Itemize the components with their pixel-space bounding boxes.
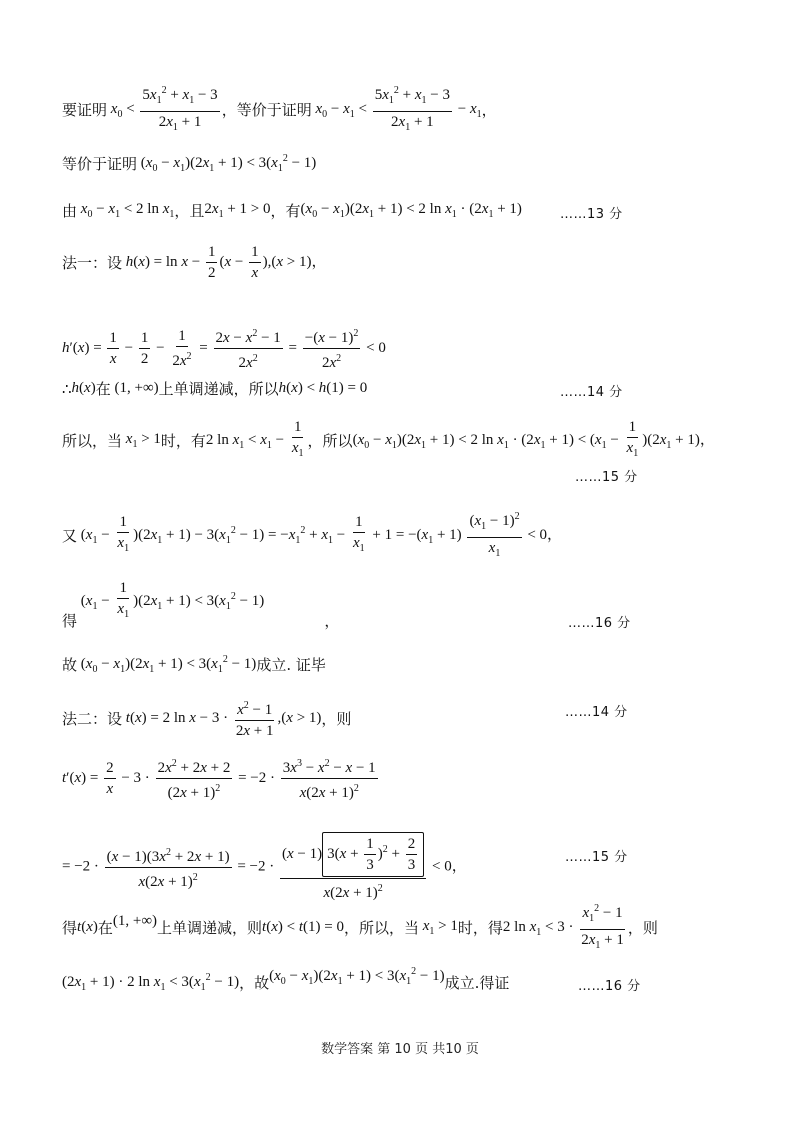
math: h(x) = ln x − $\frac{1}{2}$ (x − $\frac{1}{x}$ ),(x > 1)， <box>125 244 327 281</box>
math: $x_0 - x_1 < 2$ $\ln x_1$ <box>80 201 175 220</box>
math: t(x) < t(1) = 0 <box>262 919 344 935</box>
math: ($x_1$ − $\frac{1}{x_1}$ )$(2x_1 + 1) - 3(x_1^2 - 1) = -x_1^2 + x_1$ − $\frac{1}{x_1}$ + $1 = -(x_1 + 1)$ $\frac{(x_1 - 1)^2}{x_1}$ < 0， <box>77 508 562 563</box>
math: 2 $\ln x_1 < 3$ · $\frac{x_1^2 - 1}{2x_1 + 1}$ <box>503 900 628 955</box>
text: ，所以，当 <box>343 919 419 937</box>
math: h(x) <box>71 380 96 396</box>
text: ，所以 <box>307 432 353 450</box>
math: h(x) < h(1) = 0 <box>278 380 368 396</box>
text: 时，有 <box>160 432 206 450</box>
math: (1, +∞) <box>110 380 159 396</box>
line-15 <box>62 966 510 993</box>
score-15: ……15 分 <box>575 470 638 485</box>
text: 成立. 证毕 <box>256 656 326 674</box>
math: $(x_0 - x_1)(2x_1 + 1) < 2$ $\ln x_1 \cdot (2x_1 + 1) < (x_1$ − $\frac{1}{x_1}$ )$(2x_1 + 1)$， <box>352 419 715 459</box>
text: 法一：设 <box>62 254 123 272</box>
score-16: ……16 分 <box>568 616 631 631</box>
text: 又 <box>62 527 78 545</box>
text: ，有 <box>270 202 301 220</box>
line-12 <box>62 755 380 802</box>
math: ($x_1$ − $\frac{1}{x_1}$ )$(2x_1 + 1) < 3(x_1^2 - 1)$ <box>77 580 265 620</box>
text: 得 <box>62 612 78 630</box>
text: ，则 <box>321 710 352 728</box>
line-8 <box>62 508 562 563</box>
text: 在 <box>97 919 113 937</box>
math: $x_1 > 1$ <box>125 431 161 450</box>
text: ，等价于证明 <box>221 101 312 119</box>
line-11 <box>62 697 351 740</box>
line-3 <box>62 200 522 221</box>
text: 要证明 <box>62 101 108 119</box>
math: (1, +∞) <box>112 913 158 929</box>
text: ，则 <box>627 919 658 937</box>
text: 由 <box>62 202 78 220</box>
text: ， <box>481 101 497 119</box>
math: t′(x) = $\frac{2}{x}$ − 3 · $\frac{2x^2 + 2x + 2}{(2x + 1)^2}$ = −2 · $\frac{3x^3 - x^2 - x - 1}{x(2x + 1)^2}$ <box>62 755 380 802</box>
text: 成立.得证 <box>444 974 510 992</box>
math: $(x_0 - x_1)(2x_1 + 1) < 2$ $\ln x_1 \cdot (2x_1 + 1)$ <box>300 201 522 220</box>
score-14: ……14 分 <box>560 385 623 400</box>
line-4 <box>62 243 326 282</box>
line-13 <box>62 832 467 902</box>
line-10 <box>62 654 326 675</box>
text: 上单调递减，则 <box>157 919 263 937</box>
math: h′(x) = $\frac{1}{x}$ − $\frac{1}{2}$ − $\frac{1}{2x^2}$ = $\frac{2x - x^2 - 1}{2x^2}$ = $\frac{-(x - 1)^2}{2x^2}$ < 0 <box>62 325 386 372</box>
line-9: 得 ($x_1$ − $\frac{1}{x_1}$ )$(2x_1 + 1) < 3(x_1^2 - 1)$ ， <box>62 580 340 630</box>
line-14 <box>62 900 658 955</box>
math: = −2 · $\frac{(x - 1)(3x^2 + 2x + 1)}{x(2x + 1)^2}$ = −2 · (x − 1) 3(x + $\frac{1}{3}$ )$^2$ + $\frac{2}{3}$ $x(2x + 1)^2$ < 0， <box>62 832 467 902</box>
line-2 <box>62 153 316 174</box>
score-15b: ……15 分 <box>565 850 628 865</box>
math: $(2x_1 + 1) \cdot 2$ $\ln x_1 < 3(x_1^2 - 1)$ <box>62 972 240 993</box>
text: 时，得 <box>457 919 503 937</box>
text: 等价于证明 <box>62 155 138 173</box>
math: 2 $\ln x_1 < x_1$ − $\frac{1}{x_1}$ <box>205 419 304 459</box>
score-14b: ……14 分 <box>565 705 628 720</box>
text: ∴ <box>62 379 72 398</box>
math: $x_0 - x_1$ < $\frac{5x_1^2 + x_1 - 3}{2x_1 + 1}$ − $x_1$ <box>312 82 482 137</box>
math: $x_0$ < $\frac{5x_1^2 + x_1 - 3}{2x_1 + 1}$ <box>107 82 222 137</box>
text: 故 <box>62 656 78 674</box>
text: 上单调递减，所以 <box>158 380 279 398</box>
text: 法二：设 <box>62 710 123 728</box>
text: 在 <box>95 380 111 398</box>
line-5 <box>62 325 386 372</box>
text: 得 <box>62 919 78 937</box>
math: t(x) = 2 ln x − 3 · $\frac{x^2 - 1}{2x + 1}$ ,(x > 1) <box>122 697 321 740</box>
math: $x_1 > 1$ <box>422 918 458 937</box>
score-13: ……13 分 <box>560 207 623 222</box>
text: ，故 <box>239 974 270 992</box>
line-7 <box>62 418 715 463</box>
text: ，且 <box>174 202 205 220</box>
math: $(x_0 - x_1)(2x_1 + 1) < 3(x_1^2 - 1)$ <box>269 966 445 987</box>
math: $(x_0 - x_1)(2x_1 + 1) < 3(x_1^2 - 1)$ <box>77 654 257 675</box>
text: 所以，当 <box>62 432 123 450</box>
page-footer: 数学答案 第 10 页 共10 页 <box>321 1042 479 1057</box>
math: t(x) <box>77 919 98 935</box>
line-1 <box>62 82 497 137</box>
math: $(x_0 - x_1)(2x_1 + 1) < 3(x_1^2 - 1)$ <box>137 153 317 174</box>
score-16b: ……16 分 <box>578 979 641 994</box>
line-6 <box>62 378 367 399</box>
math: $2x_1 + 1 > 0$ <box>204 201 271 220</box>
